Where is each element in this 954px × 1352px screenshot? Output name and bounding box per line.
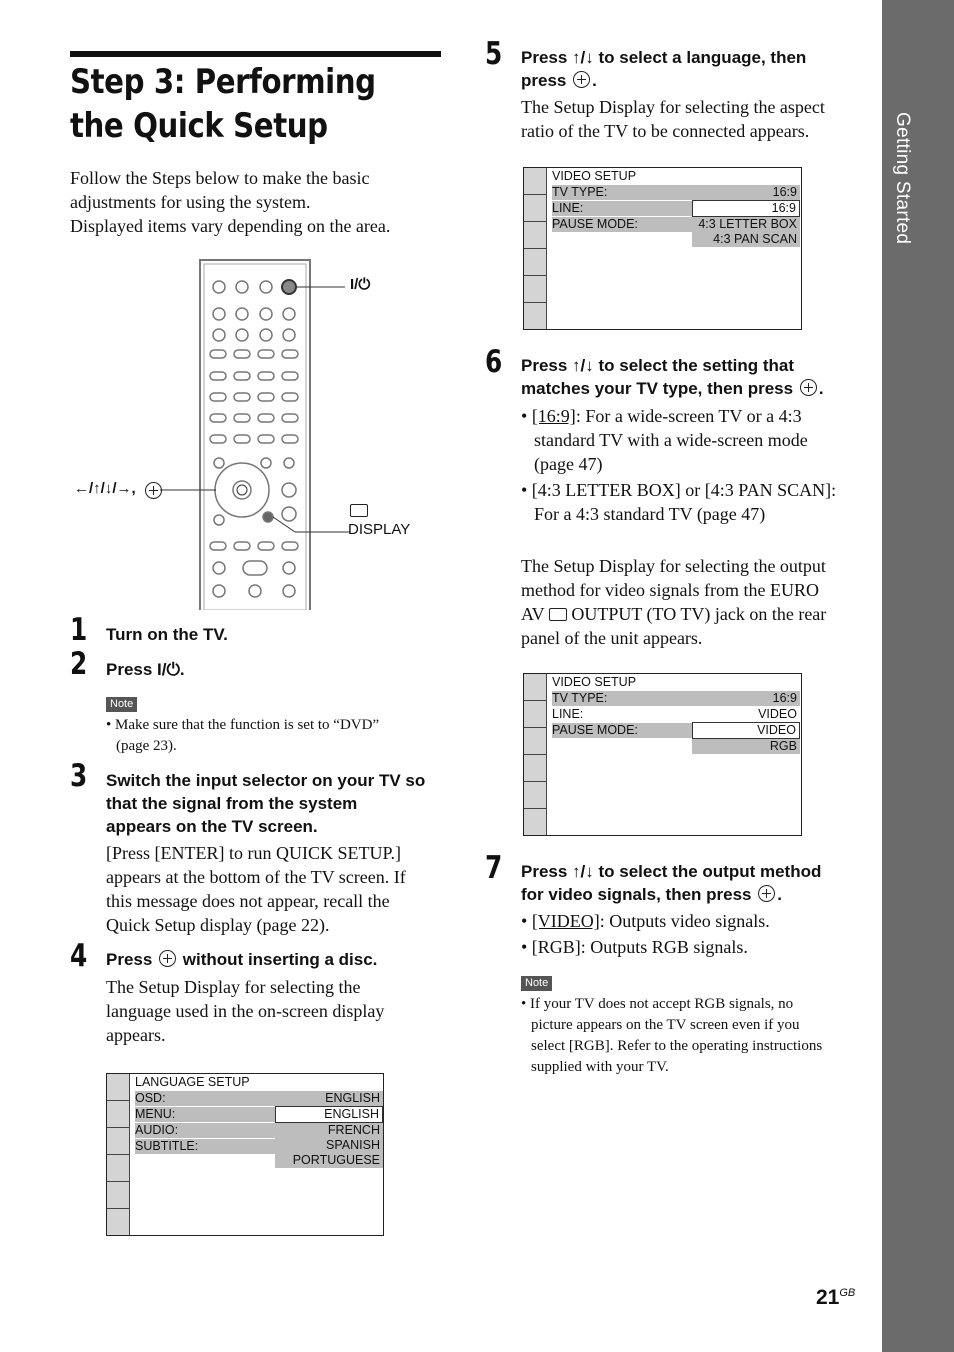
body-text: OUTPUT (TO TV) jack on the rear — [571, 604, 827, 624]
icon-cell — [524, 782, 546, 809]
step-number: 5 — [485, 36, 503, 72]
title-rule — [70, 51, 441, 57]
note-badge: Note — [521, 976, 552, 991]
option-selected[interactable]: 16:9 — [692, 200, 800, 217]
step-number: 2 — [70, 646, 88, 682]
screen-icon-column — [524, 674, 547, 835]
option-selected[interactable]: VIDEO — [692, 722, 800, 739]
page-title: Step 3: Performing the Quick Setup — [70, 62, 376, 146]
step-number: 4 — [70, 938, 88, 974]
icon-cell — [524, 168, 546, 195]
body-line: [Press [ENTER] to run QUICK SETUP.] — [106, 843, 401, 863]
icon-cell — [524, 249, 546, 276]
setting-row: LINE: — [552, 201, 692, 216]
step-7-bullets: • [VIDEO]: Outputs video signals. • [RGB]: Outputs RGB signals. — [521, 909, 866, 959]
body-line: The Setup Display for selecting the aspect — [521, 97, 825, 117]
step-number: 7 — [485, 850, 503, 886]
language-setup-screen — [106, 1073, 384, 1236]
bullet-line: • [4:3 LETTER BOX] or [4:3 PAN SCAN]: — [521, 480, 837, 500]
body-text: AV — [521, 604, 545, 624]
step-1-text: Turn on the TV. — [106, 625, 228, 644]
setting-row: OSD: — [135, 1091, 275, 1106]
step-number: 1 — [70, 612, 88, 648]
setting-value: 16:9 — [692, 185, 800, 200]
note-line: • If your TV does not accept RGB signals, no — [521, 996, 794, 1012]
enter-icon — [145, 482, 162, 499]
video-setup-screen-line — [523, 673, 802, 836]
step-7-heading: Press ↑/↓ to select the output method for video signals, then press . — [521, 860, 871, 906]
step-3-heading — [106, 769, 425, 838]
step-5-heading: Press ↑/↓ to select a language, then press . — [521, 46, 871, 92]
enter-icon — [159, 950, 176, 967]
bullet-text: : For a wide-screen TV or a 4:3 — [575, 406, 802, 426]
section-tab-label: Getting Started — [892, 112, 913, 245]
note-line: • Make sure that the function is set to “DVD” — [106, 717, 380, 733]
icon-cell — [524, 701, 546, 728]
bullet-line: (page 47) — [534, 454, 603, 474]
icon-cell — [107, 1101, 129, 1128]
screen-icon-column — [524, 168, 547, 329]
heading-post: without inserting a disc. — [182, 950, 378, 969]
body-line: Quick Setup display (page 22). — [106, 915, 330, 935]
power-callout: I/⏻ — [350, 276, 371, 293]
option[interactable]: SPANISH — [275, 1138, 383, 1153]
option[interactable]: RGB — [692, 739, 800, 754]
setting-row: SUBTITLE: — [135, 1139, 275, 1154]
body-line: this message does not appear, recall the — [106, 891, 390, 911]
icon-cell — [107, 1182, 129, 1209]
setting-row: TV TYPE: — [552, 691, 692, 706]
body-line: method for video signals from the EURO — [521, 580, 819, 600]
setting-value: ENGLISH — [275, 1091, 383, 1106]
heading-line: press — [521, 71, 567, 90]
body-line: panel of the unit appears. — [521, 628, 703, 648]
setting-row: MENU: — [135, 1107, 275, 1122]
intro-line: adjustments for using the system. — [70, 192, 311, 212]
icon-cell — [524, 674, 546, 701]
intro-line: Displayed items vary depending on the area. — [70, 216, 391, 236]
icon-cell — [107, 1155, 129, 1182]
setting-row: LINE: — [552, 707, 584, 721]
setting-row: PAUSE MODE: — [552, 217, 692, 232]
body-line: ratio of the TV to be connected appears. — [521, 121, 810, 141]
option[interactable]: PORTUGUESE — [275, 1153, 383, 1168]
page-number — [816, 1286, 855, 1310]
option[interactable]: 4:3 LETTER BOX — [692, 217, 800, 232]
screen-title: LANGUAGE SETUP — [135, 1075, 250, 1089]
intro — [70, 166, 450, 238]
screen-title: VIDEO SETUP — [552, 169, 637, 183]
heading-line: for video signals, then press — [521, 885, 752, 904]
note-badge: Note — [106, 697, 137, 712]
heading-line: appears on the TV screen. — [106, 817, 318, 836]
note-text — [106, 715, 379, 757]
step-3-body — [106, 841, 406, 937]
video-setup-screen-tv-type — [523, 167, 802, 330]
display-icon — [350, 504, 368, 517]
icon-cell — [524, 728, 546, 755]
step-6-bullets: • [16:9]: For a wide-screen TV or a 4:3 standard TV with a wide-screen mode (page 47) • [4:3 LETTER BOX] or [4:3 PAN SCAN]: For a 4:3 standard TV (page 47) — [521, 404, 866, 526]
page-number-value: 21 — [816, 1286, 840, 1309]
heading-line: Switch the input selector on your TV so — [106, 771, 426, 790]
body-line: language used in the on-screen display — [106, 1001, 385, 1021]
note-line: supplied with your TV. — [531, 1059, 669, 1075]
option[interactable]: 4:3 PAN SCAN — [692, 232, 800, 247]
arrows-callout: ←/↑/↓/→, — [74, 480, 136, 497]
setting-row: TV TYPE: — [552, 185, 692, 200]
remote-illustration — [140, 258, 440, 610]
step-6-body — [521, 554, 866, 650]
bullet-line: For a 4:3 standard TV (page 47) — [534, 504, 766, 524]
heading-line: Press ↑/↓ to select the output method — [521, 862, 822, 881]
screen-title: VIDEO SETUP — [552, 675, 637, 689]
note-line: select [RGB]. Refer to the operating instructions — [531, 1038, 823, 1054]
enter-icon — [758, 885, 775, 902]
step-6-heading: Press ↑/↓ to select the setting that matches your TV type, then press . — [521, 354, 871, 400]
heading-line: that the signal from the system — [106, 794, 358, 813]
link-video[interactable]: [VIDEO] — [531, 911, 600, 931]
step-number: 6 — [485, 344, 503, 380]
heading-line: matches your TV type, then press — [521, 379, 794, 398]
step-number: 3 — [70, 758, 88, 794]
display-callout: DISPLAY — [348, 521, 411, 538]
link-16-9[interactable]: [16:9] — [531, 406, 576, 426]
heading-line: Press ↑/↓ to select the setting that — [521, 356, 795, 375]
step-4-body — [106, 975, 384, 1047]
setting-row: AUDIO: — [135, 1123, 275, 1138]
icon-cell — [524, 222, 546, 249]
note-line: (page 23). — [116, 738, 177, 754]
body-line: The Setup Display for selecting the — [106, 977, 361, 997]
setting-value: 16:9 — [692, 691, 800, 706]
step-2-text: Press I/⏻. — [106, 660, 185, 679]
step-4-heading — [106, 948, 377, 971]
icon-cell — [524, 195, 546, 222]
setting-value: VIDEO — [758, 707, 797, 721]
enter-icon — [573, 71, 590, 88]
note-text — [521, 994, 866, 1078]
icon-cell — [107, 1074, 129, 1101]
icon-cell — [524, 276, 546, 303]
body-line: appears at the bottom of the TV screen. If — [106, 867, 406, 887]
option-selected[interactable]: ENGLISH — [275, 1106, 383, 1123]
intro-line: Follow the Steps below to make the basic — [70, 168, 370, 188]
body-line: appears. — [106, 1025, 166, 1045]
note-line: picture appears on the TV screen even if you — [531, 1017, 800, 1033]
screen-icon-column — [107, 1074, 130, 1235]
heading-pre: Press — [106, 950, 153, 969]
body-line: The Setup Display for selecting the output — [521, 556, 826, 576]
setting-row: PAUSE MODE: — [552, 723, 692, 738]
bullet-line: • [RGB]: Outputs RGB signals. — [521, 937, 748, 957]
step-5-body — [521, 95, 825, 143]
bullet-line: standard TV with a wide-screen mode — [534, 430, 808, 450]
heading-line: Press ↑/↓ to select a language, then — [521, 48, 807, 67]
page-suffix: GB — [839, 1287, 856, 1299]
icon-cell — [524, 755, 546, 782]
av-output-icon — [549, 608, 567, 621]
icon-cell — [107, 1128, 129, 1155]
option[interactable]: FRENCH — [275, 1123, 383, 1138]
bullet-text: : Outputs video signals. — [599, 911, 770, 931]
enter-icon — [800, 379, 817, 396]
